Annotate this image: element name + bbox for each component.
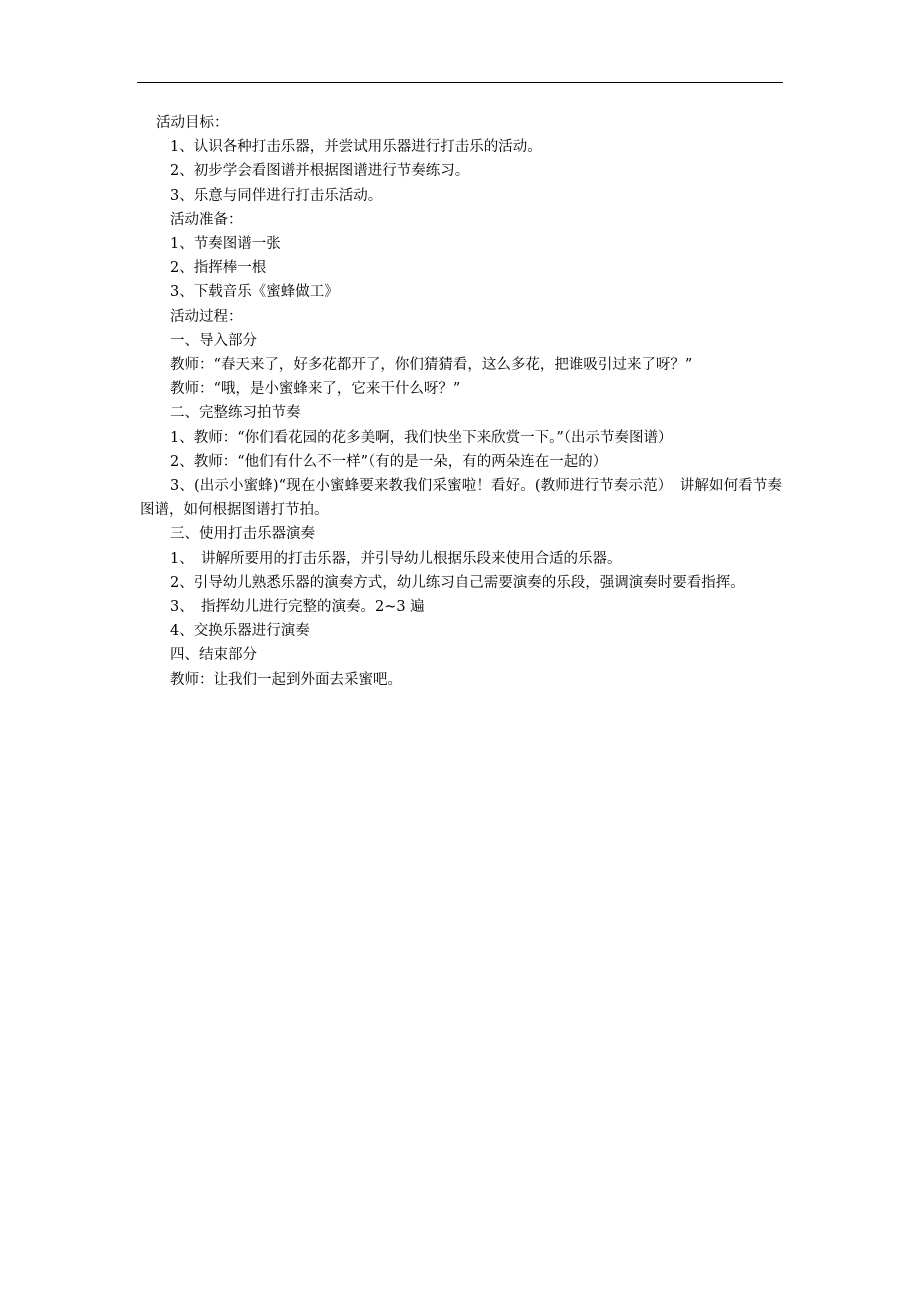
part-heading-instruments: 三、使用打击乐器演奏 [170,526,315,543]
preparation-item-1: 1、节奏图谱一张 [170,236,281,253]
preparation-item-2: 2、指挥棒一根 [170,260,267,277]
intro-teacher-line-1: 教师：“春天来了，好多花都开了，你们猜猜看，这么多花，把谁吸引过来了呀？” [170,357,693,374]
goal-item-2: 2、初步学会看图谱并根据图谱进行节奏练习。 [170,163,470,180]
section-heading-process: 活动过程： [170,308,243,325]
document-body [140,111,782,692]
instruments-item-4: 4、交换乐器进行演奏 [170,623,310,640]
header-rule [137,82,783,83]
preparation-item-3: 3、下载音乐《蜜蜂做工》 [170,284,339,301]
instruments-item-1: 1、 讲解所要用的打击乐器，并引导幼儿根据乐段来使用合适的乐器。 [170,550,622,567]
intro-teacher-line-2: 教师：“哦，是小蜜蜂来了，它来干什么呀？” [170,381,461,398]
rhythm-item-3: 3、(出示小蜜蜂)“现在小蜜蜂要来教我们采蜜啦！看好。(教师进行节奏示范） 讲解如何看节奏图谱，如何根据图谱打节拍。 [140,478,782,519]
section-heading-goals: 活动目标： [156,115,229,131]
part-heading-ending: 四、结束部分 [170,647,257,664]
instruments-item-3: 3、 指挥幼儿进行完整的演奏。2~3 遍 [170,599,425,616]
rhythm-item-2: 2、教师：“他们有什么不一样”（有的是一朵，有的两朵连在一起的） [170,453,608,470]
goal-item-3: 3、乐意与同伴进行打击乐活动。 [170,187,383,204]
goal-item-1: 1、认识各种打击乐器，并尝试用乐器进行打击乐的活动。 [170,139,542,156]
section-heading-preparation: 活动准备： [170,211,243,228]
ending-teacher-line: 教师：让我们一起到外面去采蜜吧。 [170,671,402,688]
part-heading-intro: 一、导入部分 [170,332,257,349]
instruments-item-2: 2、引导幼儿熟悉乐器的演奏方式，幼儿练习自己需要演奏的乐段，强调演奏时要看指挥。 [170,574,745,591]
part-heading-rhythm: 二、完整练习拍节奏 [170,405,301,422]
rhythm-item-1: 1、教师：“你们看花园的花多美啊，我们快坐下来欣赏一下。”（出示节奏图谱） [170,429,673,446]
